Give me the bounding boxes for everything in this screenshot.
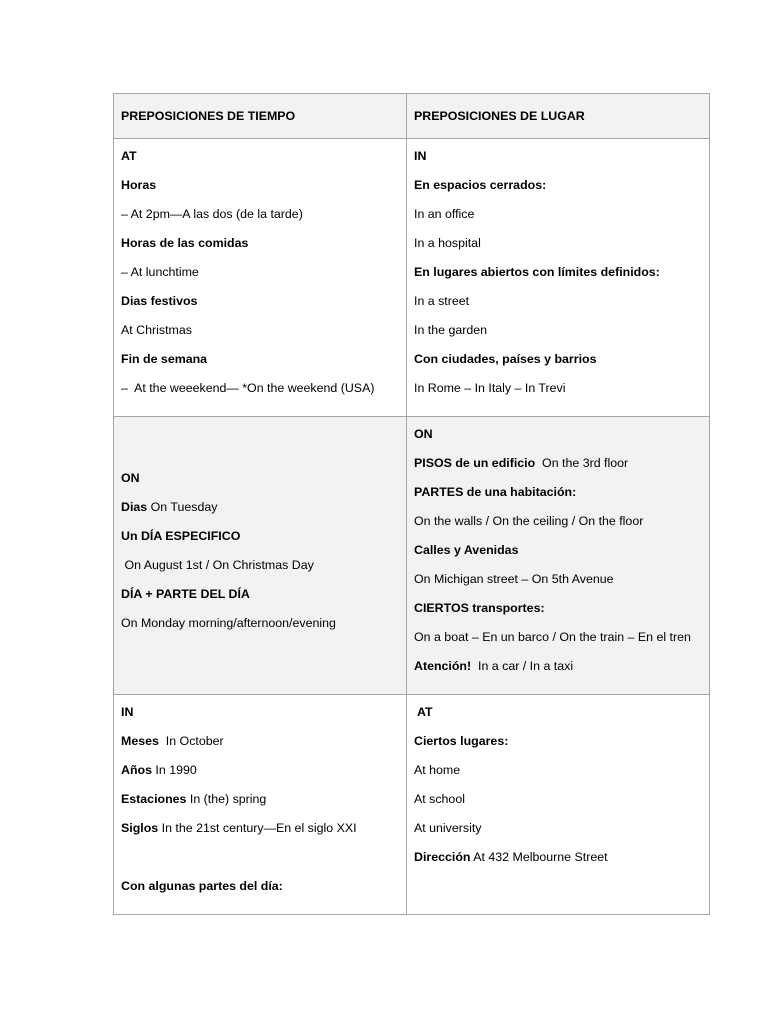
line-item: Con algunas partes del día: — [121, 879, 283, 893]
line-item: ON — [414, 427, 433, 441]
line-example: In the 21st century—En el siglo XXI — [158, 821, 357, 835]
line-item: At university — [414, 821, 482, 835]
line-item — [121, 790, 399, 819]
line-example: In (the) spring — [186, 792, 267, 806]
line-item — [414, 657, 702, 686]
line-item: Fin de semana — [121, 352, 208, 366]
table-header-row — [114, 94, 710, 139]
table-row-in-at — [114, 695, 710, 915]
line-item: – At the weeekend— *On the weekend (USA) — [121, 381, 375, 395]
line-item: In Rome – In Italy – In Trevi — [414, 381, 566, 395]
line-item: On the walls / On the ceiling / On the floor — [414, 514, 644, 528]
line-item: On Michigan street – On 5th Avenue — [414, 572, 614, 586]
line-label: Siglos — [121, 821, 159, 835]
line-example: At 432 Melbourne Street — [470, 850, 608, 864]
line-example: In October — [158, 734, 224, 748]
line-example: In 1990 — [151, 763, 197, 777]
line-label: Años — [121, 763, 152, 777]
line-item: Un DÍA ESPECIFICO — [121, 528, 241, 543]
header-lugar: PREPOSICIONES DE LUGAR — [407, 94, 710, 139]
line-item: Horas — [121, 178, 157, 192]
cell-tiempo-at — [114, 139, 407, 417]
prepositions-table — [113, 93, 710, 915]
line-item: IN — [121, 705, 134, 719]
line-item: In a street — [414, 294, 470, 308]
line-label: PISOS de un edificio — [414, 456, 536, 470]
line-item: – At 2pm—A las dos (de la tarde) — [121, 207, 303, 221]
line-item: At Christmas — [121, 323, 192, 337]
line-item: On August 1st / On Christmas Day — [121, 557, 314, 572]
line-item: Horas de las comidas — [121, 236, 249, 250]
line-item: IN — [414, 149, 427, 163]
line-item: En espacios cerrados: — [414, 178, 547, 192]
line-item: At school — [414, 792, 465, 806]
line-item: Con ciudades, países y barrios — [414, 352, 597, 366]
line-label: Dias — [121, 499, 148, 514]
document-page — [113, 93, 709, 915]
line-item — [121, 498, 399, 527]
line-item: Ciertos lugares: — [414, 734, 509, 748]
line-item: At home — [414, 763, 461, 777]
line-example: In a car / In a taxi — [471, 659, 574, 673]
line-example: On the 3rd floor — [535, 456, 629, 470]
line-item: Dias festivos — [121, 294, 198, 308]
line-label: Meses — [121, 734, 159, 748]
line-item: ON — [121, 470, 140, 485]
table-row-on — [114, 417, 710, 695]
line-item — [414, 848, 702, 877]
line-label: Atención! — [414, 659, 472, 673]
line-item: PARTES de una habitación: — [414, 485, 577, 499]
line-item: DÍA + PARTE DEL DÍA — [121, 586, 250, 601]
line-item — [121, 761, 399, 790]
cell-lugar-in — [407, 139, 710, 417]
line-item: On Monday morning/afternoon/evening — [121, 615, 336, 630]
cell-tiempo-on — [114, 417, 407, 695]
table-row-at-in — [114, 139, 710, 417]
line-item: AT — [414, 705, 433, 719]
line-item: CIERTOS transportes: — [414, 601, 545, 615]
line-item — [414, 454, 702, 483]
cell-lugar-at — [407, 695, 710, 915]
line-item: On a boat – En un barco / On the train – En el tren — [414, 630, 691, 644]
line-item: – At lunchtime — [121, 265, 199, 279]
line-item: In the garden — [414, 323, 488, 337]
line-item: In a hospital — [414, 236, 481, 250]
cell-lugar-on — [407, 417, 710, 695]
header-tiempo: PREPOSICIONES DE TIEMPO — [114, 94, 407, 139]
line-item: Calles y Avenidas — [414, 543, 519, 557]
line-label: Dirección — [414, 850, 471, 864]
line-item: En lugares abiertos con límites definidos: — [414, 265, 660, 279]
line-item — [121, 732, 399, 761]
cell-tiempo-in — [114, 695, 407, 915]
line-item: In an office — [414, 207, 475, 221]
line-item — [121, 819, 399, 848]
line-item — [121, 848, 399, 877]
line-label: Estaciones — [121, 792, 187, 806]
line-item: AT — [121, 149, 137, 163]
line-example: On Tuesday — [147, 499, 218, 514]
